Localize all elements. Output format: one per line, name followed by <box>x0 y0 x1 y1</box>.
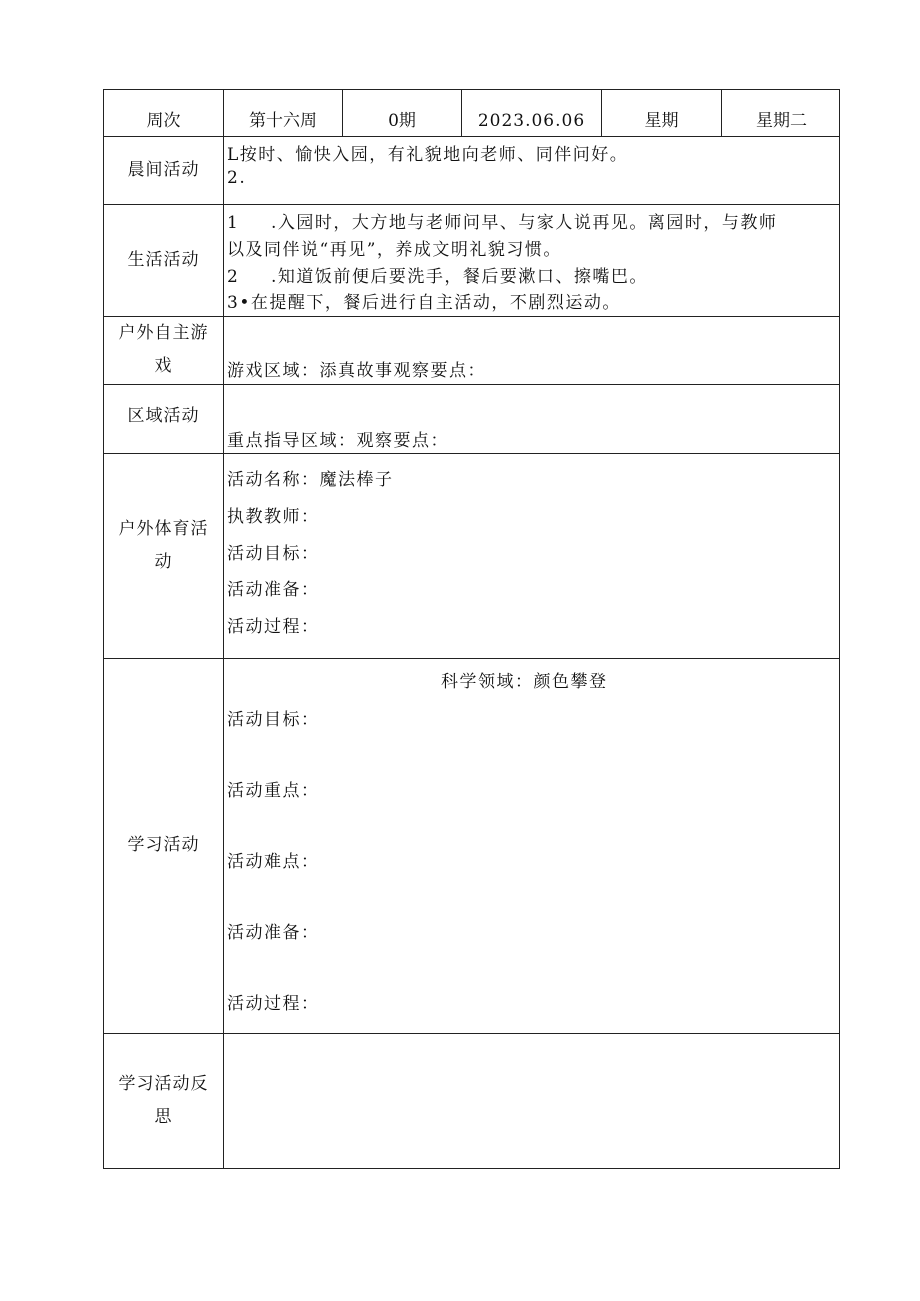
life-line-1-text: .入园时，大方地与老师问早、与家人说再见。离园时，与教师 <box>271 213 778 233</box>
life-line-3-number: 2 <box>227 267 240 287</box>
life-line-1 <box>227 208 777 233</box>
learning-process: 活动过程： <box>227 994 320 1014</box>
life-line-3-text: .知道饭前便后要洗手，餐后要漱口、擦嘴巴。 <box>271 267 648 287</box>
life-content <box>225 204 839 316</box>
area-activity-label: 区域活动 <box>127 406 200 426</box>
weekday-label: 星期 <box>644 111 679 131</box>
life-line-1-number: 1 <box>227 213 240 233</box>
outdoor-pe-prep: 活动准备： <box>227 580 320 600</box>
outdoor-free-play-text: 游戏区域：添真故事观察要点： <box>227 361 486 381</box>
life-line-4: 3•在提醒下，餐后进行自主活动，不剧烈运动。 <box>227 293 621 313</box>
life-label: 生活活动 <box>127 249 200 270</box>
date: 2023.06.06 <box>477 111 586 131</box>
column-divider <box>223 90 224 1168</box>
learning-goal: 活动目标： <box>227 710 320 730</box>
outdoor-pe-content <box>225 453 839 658</box>
period: 0期 <box>388 111 416 131</box>
learning-key-point: 活动重点： <box>227 781 320 801</box>
outdoor-free-play-label: 户外自主游戏 <box>118 323 209 376</box>
learning-title: 科学领域：颜色攀登 <box>441 672 608 692</box>
morning-line-2: 2. <box>227 168 247 188</box>
area-activity-content <box>225 384 839 453</box>
morning-label: 晨间活动 <box>127 159 200 180</box>
morning-content <box>225 136 839 204</box>
weekday-value: 星期二 <box>756 111 807 131</box>
learning-content <box>225 658 839 1033</box>
outdoor-pe-process: 活动过程： <box>227 617 320 637</box>
outdoor-pe-name: 活动名称：魔法棒子 <box>227 470 394 490</box>
reflection-content[interactable] <box>225 1033 839 1168</box>
outdoor-pe-teacher: 执教教师： <box>227 507 320 527</box>
lesson-plan-table <box>103 89 840 1169</box>
life-line-2: 以及同伴说“再见”，养成文明礼貌习惯。 <box>227 240 562 260</box>
outdoor-pe-goal: 活动目标： <box>227 544 320 564</box>
learning-difficulty: 活动难点： <box>227 852 320 872</box>
area-activity-text: 重点指导区域：观察要点： <box>227 431 449 451</box>
outdoor-free-play-content <box>225 316 839 384</box>
outdoor-pe-label: 户外体育活动 <box>118 518 209 572</box>
learning-prep: 活动准备： <box>227 923 320 943</box>
week-label: 周次 <box>146 111 181 131</box>
learning-label: 学习活动 <box>127 835 200 855</box>
reflection-label: 学习活动反思 <box>118 1073 209 1127</box>
life-line-3 <box>227 262 648 287</box>
morning-line-1: L按时、愉快入园，有礼貌地向老师、同伴问好。 <box>227 145 629 165</box>
week-value: 第十六周 <box>249 111 317 131</box>
